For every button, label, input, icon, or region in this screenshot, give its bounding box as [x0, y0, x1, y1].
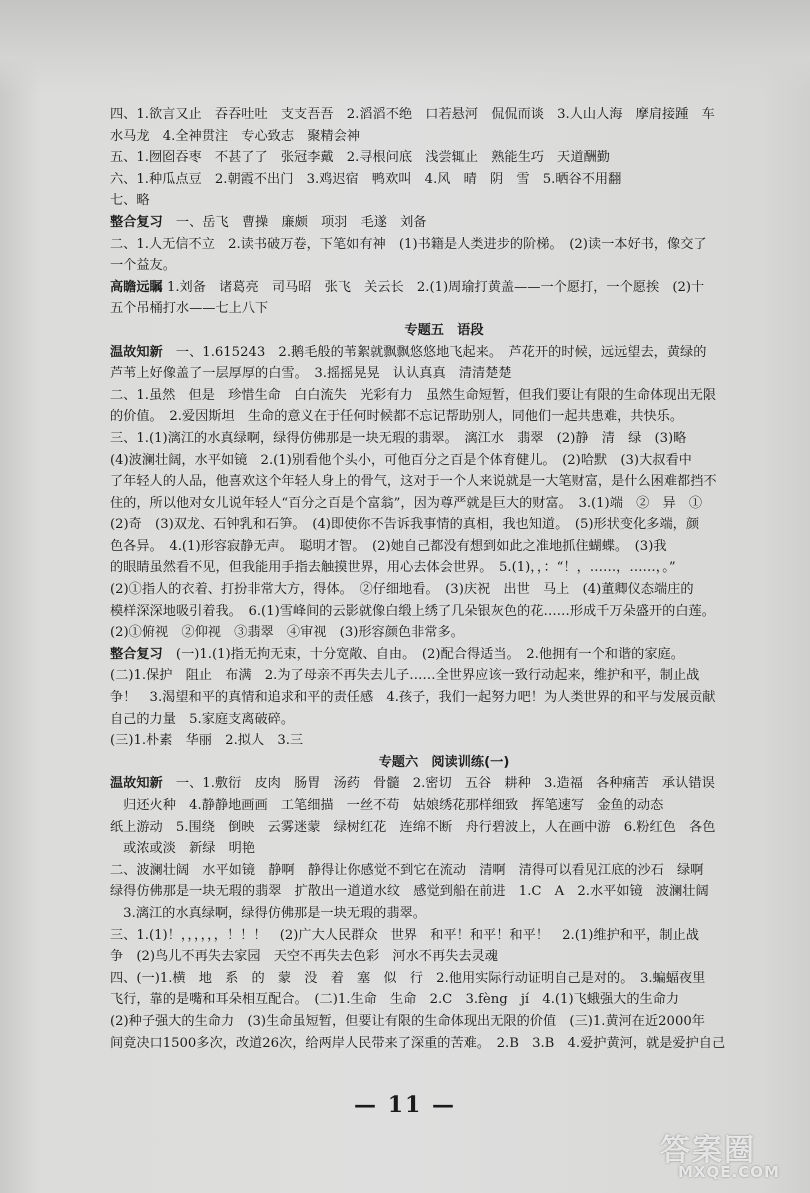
- answer-text: 七、略: [110, 193, 150, 209]
- answer-line: [110, 773, 778, 795]
- answer-line: [110, 968, 778, 990]
- answer-line: [110, 860, 778, 882]
- answer-line: [110, 817, 778, 839]
- answer-text: 了年轻人的人品，他喜欢这个年轻人身上的骨气，这对于一个人来说就是一大笔财富，是什么困难都挡不: [110, 474, 717, 490]
- answer-line: [110, 493, 778, 515]
- answer-text: 争 (2)鸟儿不再失去家园 天空不再失去色彩 河水不再失去灵魂: [110, 949, 498, 965]
- answer-line: [110, 406, 778, 428]
- answer-text: 二、1.虽然 但是 珍惜生命 白白流失 光彩有力 虽然生命短暂，但我们要让有限的生命体现出无限: [110, 387, 717, 403]
- answer-text: 一、1.615243 2.鹅毛般的苇絮就飘飘悠悠地飞起来。 芦花开的时候，远远望去，黄绿的: [162, 344, 707, 360]
- answer-line: [110, 536, 778, 558]
- answer-text: 归还火种 4.静静地画画 工笔细描 一丝不苟 姑娘绣花那样细致 挥笔速写 金鱼的动态: [110, 798, 664, 813]
- watermark-url: MXQE.COM: [678, 1163, 780, 1181]
- watermark-logo-text: 答案圈: [660, 1133, 756, 1168]
- answer-text: (三)1.朴素 华丽 2.拟人 3.三: [110, 733, 304, 749]
- answer-text: 模样深深地吸引着我。 6.(1)雪峰间的云影就像白缎上绣了几朵银灰色的花……形成千万朵盛开的白莲。: [110, 603, 715, 619]
- answer-line: [110, 234, 778, 256]
- answer-text: (2)种子强大的生命力 (3)生命虽短暂，但要让有限的生命体现出无限的价值 (三)1.黄河在近2000年: [110, 1013, 705, 1029]
- section-label: 温故知新: [110, 344, 163, 360]
- section-heading: 专题六 阅读训练(一): [378, 754, 510, 770]
- answer-line: [110, 622, 778, 644]
- answer-text-block: [110, 104, 778, 1054]
- page-number: — 11 —: [354, 1092, 456, 1118]
- answer-line: [110, 1011, 778, 1033]
- answer-line: [110, 946, 778, 968]
- answer-text: 一个益友。: [110, 258, 176, 274]
- answer-line: [110, 450, 778, 472]
- answer-line: [110, 212, 778, 234]
- answer-text: 水马龙 4.全神贯注 专心致志 聚精会神: [110, 128, 360, 144]
- answer-line: [110, 925, 778, 947]
- answer-line: [110, 644, 778, 666]
- answer-text: 三、1.(1)！，，，，，，！！！ (2)广大人民群众 世界 和平！和平！和平！ 2.(1)维护和平，制止战: [110, 927, 699, 943]
- answer-text: 住的，所以他对女儿说年轻人“百分之百是个富翁”，因为尊严就是巨大的财富。 3.(1)端 ② 异 ①: [110, 495, 703, 511]
- answer-text: 3.漓江的水真绿啊，绿得仿佛那是一块无瑕的翡翠。: [110, 905, 426, 921]
- answer-line: [110, 687, 778, 709]
- answer-text: 飞行，靠的是嘴和耳朵相互配合。 (二)1.生命 生命 2.C 3.fèng jí 4.(1)飞蛾强大的生命力: [110, 992, 680, 1008]
- answer-line: [110, 255, 778, 277]
- answer-line: [110, 1033, 778, 1055]
- answer-line: [110, 709, 778, 731]
- answer-line: [110, 730, 778, 752]
- answer-text: 二、波澜壮阔 水平如镜 静啊 静得让你感觉不到它在流动 清啊 清得可以看见江底的沙石 绿啊: [110, 862, 704, 878]
- answer-line: [110, 363, 778, 385]
- answer-text: (2)奇 (3)双龙、石钟乳和石笋。 (4)即使你不告诉我事情的真相，我也知道。 (5)形状变化多端，颜: [110, 517, 700, 533]
- answer-line: [110, 428, 778, 450]
- answer-line: [110, 579, 778, 601]
- answer-text: (二)1.保护 阻止 布满 2.为了母亲不再失去儿子……全世界应该一致行动起来，维护和平，制止战: [110, 668, 700, 684]
- answer-text: 五、1.囫囵吞枣 不甚了了 张冠李戴 2.寻根问底 浅尝辄止 熟能生巧 天道酬勤: [110, 150, 610, 166]
- watermark-logo: [660, 1125, 800, 1185]
- answer-text: 自己的力量 5.家庭支离破碎。: [110, 711, 295, 727]
- answer-line: [110, 903, 778, 925]
- answer-line: [110, 471, 778, 493]
- answer-text: 四、1.欲言又止 吞吞吐吐 支支吾吾 2.滔滔不绝 口若悬河 侃侃而谈 3.人山人海 摩肩接踵 车: [110, 107, 715, 122]
- answer-text: (一)1.(1)指无拘无束，十分宽敞、自由。 (2)配合得适当。 2.他拥有一个和谐的家庭。: [162, 646, 684, 662]
- answer-text: 一、岳飞 曹操 廉颇 项羽 毛遂 刘备: [162, 214, 427, 230]
- answer-text: 五个吊桶打水——七上八下: [110, 301, 269, 317]
- answer-line: [110, 665, 778, 687]
- answer-line: [110, 385, 778, 407]
- answer-text: 二、1.人无信不立 2.读书破万卷，下笔如有神 (1)书籍是人类进步的阶梯。 (2)读一本好书，像交了: [110, 236, 707, 252]
- answer-line: [110, 989, 778, 1011]
- section-heading: 专题五 语段: [404, 322, 484, 338]
- answer-text: 色各异。 4.(1)形容寂静无声。 聪明才智。 (2)她自己都没有想到如此之准地抓住蝴蝶。 (3)我: [110, 538, 667, 554]
- answer-line: [110, 298, 778, 320]
- answer-text: (2)①俯视 ②仰视 ③翡翠 ④审视 (3)形容颜色非常多。: [110, 625, 464, 641]
- answer-line: [110, 342, 778, 364]
- answer-text: 六、1.种瓜点豆 2.朝霞不出门 3.鸡迟宿 鸭欢叫 4.风 晴 阴 雪 5.晒谷不用翻: [110, 171, 622, 187]
- answer-line: [110, 795, 778, 817]
- answer-text: 纸上游动 5.围绕 倒映 云雾迷蒙 绿树红花 连绵不断 舟行碧波上，人在画中游 6.粉红色 各色: [110, 819, 716, 835]
- answer-text: 间竟决口1500多次，改道26次，给两岸人民带来了深重的苦难。 2.B 3.B 4.爱护黄河，就是爱护自己: [110, 1035, 726, 1051]
- answer-line: [110, 838, 778, 860]
- answer-line: [110, 147, 778, 169]
- answer-text: 或浓或淡 新绿 明艳: [110, 841, 256, 857]
- answer-line: [110, 190, 778, 212]
- answer-text: (4)波澜壮阔，水平如镜 2.(1)别看他个头小，可他百分之百是个体育健儿。 (2)哈默 (3)大叔看中: [110, 452, 692, 468]
- section-label: 整合复习: [110, 214, 163, 230]
- answer-line: [110, 601, 778, 623]
- section-label: 温故知新: [110, 776, 163, 792]
- answer-text: (2)①指人的衣着、打扮非常大方，得体。 ②仔细地看。 (3)庆祝 出世 马上 (4)董卿仪态端庄的: [110, 582, 694, 598]
- answer-line: [110, 277, 778, 299]
- answer-text: 的眼睛虽然看不见，但我能用手指去触摸世界，用心去体会世界。 5.(1)，，：“！，……，……，。”: [110, 560, 676, 576]
- answer-text: 绿得仿佛那是一块无瑕的翡翠 扩散出一道道水纹 感觉到船在前进 1.C A 2.水平如镜 波澜壮阔: [110, 884, 709, 900]
- section-label: 高瞻远瞩: [110, 279, 163, 295]
- answer-text: 争！ 3.渴望和平的真情和追求和平的责任感 4.孩子，我们一起努力吧！为人类世界的和平与发展贡献: [110, 690, 716, 706]
- answer-line: [110, 104, 778, 126]
- answer-text: 1.刘备 诸葛亮 司马昭 张飞 关云长 2.(1)周瑜打黄盖——一个愿打，一个愿挨 (2)十: [162, 279, 705, 295]
- answer-line: [110, 881, 778, 903]
- answer-line: [110, 557, 778, 579]
- answer-text: 三、1.(1)漓江的水真绿啊，绿得仿佛那是一块无瑕的翡翠。 漓江水 翡翠 (2)静 清 绿 (3)略: [110, 430, 687, 446]
- section-label: 整合复习: [110, 646, 163, 662]
- answer-line: [110, 126, 778, 148]
- answer-line: [110, 514, 778, 536]
- page-top-shadow: [0, 0, 810, 95]
- answer-text: 芦苇上好像盖了一层厚厚的白雪。 3.摇摇晃晃 认认真真 清清楚楚: [110, 366, 512, 382]
- answer-text: 四、(一)1.横 地 系 的 蒙 没 着 塞 似 行 2.他用实际行动证明自己是对的。 3.蝙蝠夜里: [110, 970, 706, 986]
- answer-text: 的价值。 2.爱因斯坦 生命的意义在于任何时候都不忘记帮助别人，同他们一起共患难，共快乐。: [110, 409, 684, 425]
- answer-line: [110, 169, 778, 191]
- answer-text: 一、1.敷衍 皮肉 肠胃 汤药 骨髓 2.密切 五谷 耕种 3.造福 各种痛苦 承认错误: [162, 776, 715, 792]
